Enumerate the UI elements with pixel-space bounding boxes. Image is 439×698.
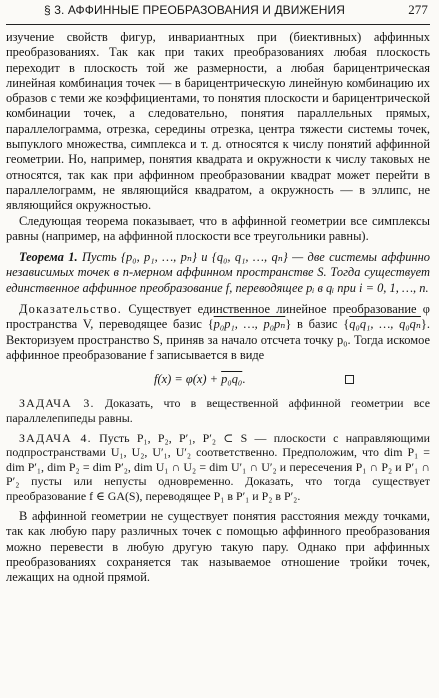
proof-text-part2: } в базис { (285, 317, 350, 332)
display-formula (6, 369, 430, 392)
running-head (6, 0, 430, 25)
qed-square-icon (345, 375, 354, 384)
problem-3-text: Доказать, что в вещественной аффинной геометрии все параллелепипеды равны. (6, 396, 430, 425)
problem-3-label: ЗАДАЧА 3. (19, 396, 95, 411)
problem-4-label: ЗАДАЧА 4. (19, 431, 92, 446)
paragraph-ratio-intro: В аффинной геометрии не существует понятия расстояния между точками, так как любую пару различных точек с помощью аффинного преобразования можно перевести в любую другую такую пару. Однако при аффинных преобразованиях сохраняется так называемое отношение тройки точек, лежащих на одной прямой. (6, 509, 430, 585)
page-number: 277 (408, 2, 428, 17)
formula-period: . (242, 372, 246, 387)
formula-expression (154, 372, 245, 387)
basis-p-vectors: p₀p₁, …, p₀pₙ (213, 317, 286, 332)
theorem-1 (6, 250, 430, 296)
proof-text-part1: Существует единственное линейное преобразование φ пространства V, переводящее базис { (6, 302, 430, 332)
proof-label: Доказательство. (19, 302, 123, 317)
section-title: § 3. АФФИННЫЕ ПРЕОБРАЗОВАНИЯ И ДВИЖЕНИЯ (44, 3, 346, 17)
problem-4 (6, 431, 430, 503)
proof (6, 302, 430, 363)
paragraph-affine-concepts: изучение свойств фигур, инвариантных при (биективных) аффинных преобразованиях. Так как при таких преобразованиях любая плоскость переходит в плоскость той же размерности, а любая барицентрическая линейная комбинация точек — в барицентрическую линейную комбинацию их образов с теми же коэффициентами, то понятия плоскости и барицентрической комбинации точек, а следовательно, понятия параллельных прямых, параллелограмма, отрезка, середины отрезка, центра тяжести системы точек, выпуклого множества, симплекса и т. д. относятся к числу понятий аффинной геометрии. Но, например, понятия квадрата и окружности к числу таковых не относятся, так как при аффинном преобразовании квадрат может перейти в параллелограмм, не являющийся квадратом, а окружность — в эллипс, не являющийся окружностью. (6, 30, 430, 213)
proof-text-part3: }. Векторизуем пространство S, приняв за начало отсчета точку p₀. Тогда искомое аффинное преобразование f записывается в виде (6, 317, 431, 362)
formula-lhs: f(x) = φ(x) + (154, 372, 222, 387)
problem-4-text: Пусть P₁, P₂, P′₁, P′₂ ⊂ S — плоскости с направляющими подпространствами U₁, U₂, U′₁, U′₂ соответственно. Предположим, что dim P₁ = dim P′₁, dim P₂ = dim P′₂, dim U₁ ∩ U₂ = dim U′₁ ∩ U′₂ и пересечения P₁ ∩ P₂ и P′₁ ∩ P′₂ пусты или непусты одновременно. Доказать, что тогда существует преобразование f ∈ GA(S), переводящее P₁ в P′₁ и P₂ в P′₂. (6, 431, 430, 503)
paragraph-simplex-intro: Следующая теорема показывает, что в аффинной геометрии все симплексы равны (например, на аффинной плоскости все треугольники равны). (6, 213, 430, 243)
formula-vector: p₀q₀ (221, 372, 243, 387)
theorem-text: Пусть {p₀, p₁, …, pₙ} и {q₀, q₁, …, qₙ} — две системы аффинно независимых точек в n-мерном аффинном пространстве S. Тогда существует единственное аффинное преобразование f, переводящее pᵢ в qᵢ при i = 0, 1, …, n. (6, 250, 430, 295)
basis-q-vectors: q₀q₁, …, q₀qₙ (349, 317, 421, 332)
theorem-label: Теорема 1. (19, 250, 78, 265)
problem-3 (6, 396, 430, 425)
